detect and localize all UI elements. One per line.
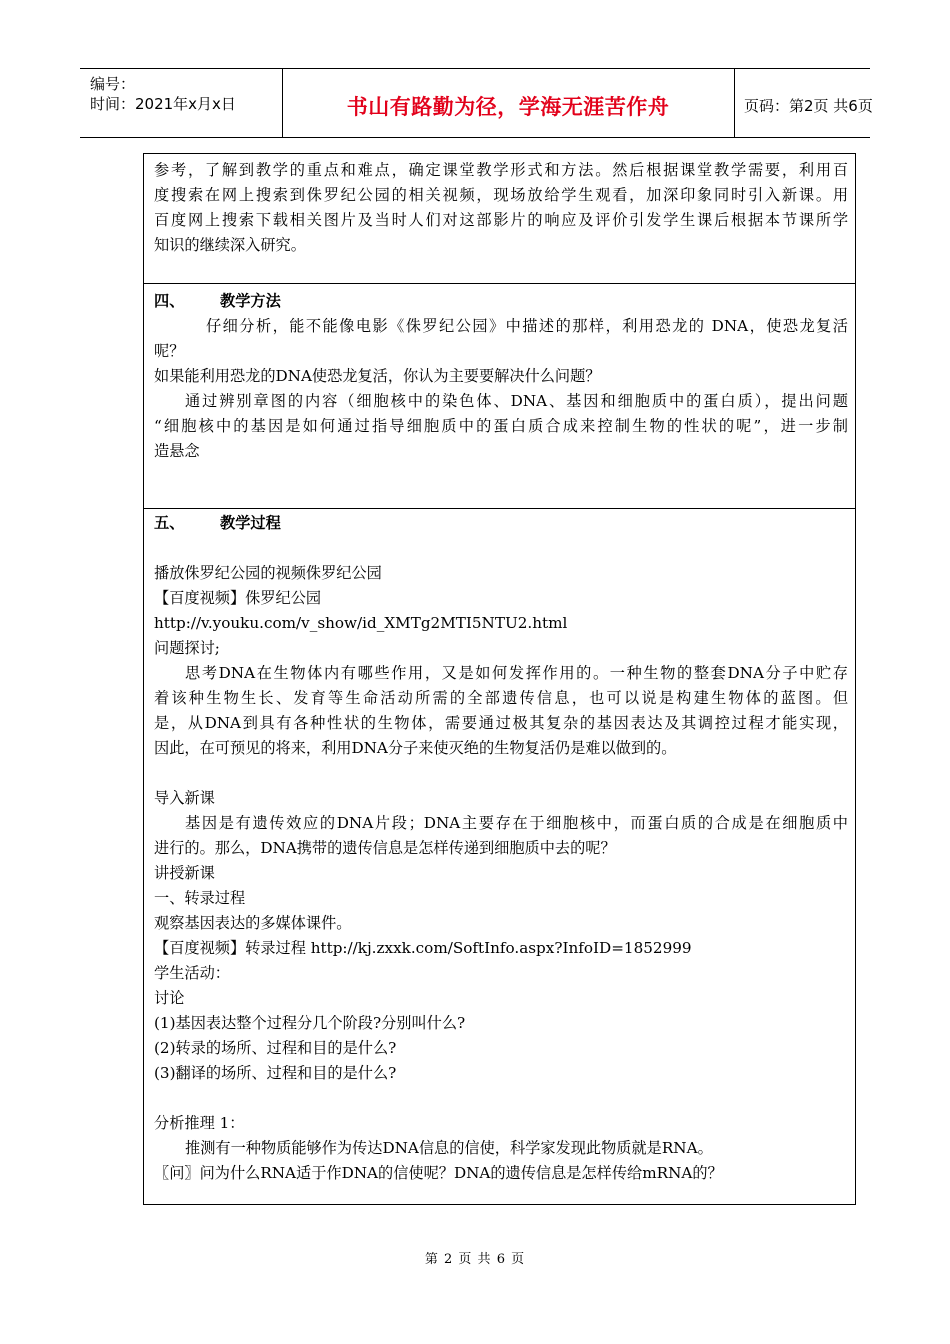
gene-line: 进行的。那么，DNA携带的遗传信息是怎样传递到细胞质中去的呢？ — [154, 839, 616, 857]
think-line: 思考DNA在生物体内有哪些作用，又是如何发挥作用的。一种生物的整套DNA分子中贮存 — [185, 664, 848, 682]
section-heading — [154, 289, 848, 314]
think-line: 着该种生物生长、发育等生命活动所需的全部遗传信息，也可以说是构建生物体的蓝图。但 — [154, 689, 848, 707]
intro-line: 参考，了解到教学的重点和难点，确定课堂教学形式和方法。然后根据课堂教学需要，利用百 — [154, 161, 848, 179]
intro-line: 知识的继续深入研究。 — [154, 236, 306, 254]
question-item: (1)基因表达整个过程分几个阶段?分别叫什么? — [154, 1014, 466, 1032]
play-video-text: 播放侏罗纪公园的视频侏罗纪公园 — [154, 564, 382, 582]
header-motto-cell — [282, 69, 735, 137]
question-item: (2)转录的场所、过程和目的是什么? — [154, 1039, 397, 1057]
intro-new-lesson: 导入新课 — [154, 789, 215, 807]
method-line: 呢？ — [154, 342, 185, 360]
teach-new-lesson: 讲授新课 — [154, 864, 215, 882]
method-line: 通过辨别章图的内容（细胞核中的染色体、DNA、基因和细胞质中的蛋白质），提出问题 — [185, 392, 848, 410]
section-title: 教学方法 — [220, 292, 281, 310]
document-number: 编号： — [90, 75, 136, 93]
think-line: 因此，在可预见的将来，利用DNA分子来使灭绝的生物复活仍是难以做到的。 — [154, 739, 677, 757]
method-line: 仔细分析，能不能像电影《侏罗纪公园》中描述的那样，利用恐龙的 DNA，使恐龙复活 — [206, 317, 848, 335]
discussion-label: 问题探讨; — [154, 639, 220, 657]
document-date: 时间：2021年x月x日 — [90, 95, 236, 113]
video-link-transcription[interactable]: 【百度视频】转录过程 http://kj.zxxk.com/SoftInfo.aspx?InfoID=1852999 — [154, 939, 692, 957]
gene-line: 基因是有遗传效应的DNA片段；DNA主要存在于细胞核中，而蛋白质的合成是在细胞质中 — [185, 814, 848, 832]
motto: 书山有路勤为径，学海无涯苦作舟 — [346, 95, 670, 119]
analysis-label: 分析推理 1： — [154, 1114, 245, 1132]
section-teaching-process — [144, 509, 855, 1204]
question-line: 〖问〗问为什么RNA适于作DNA的信使呢？DNA的遗传信息是怎样传给mRNA的？ — [154, 1164, 723, 1182]
section4-text — [154, 289, 848, 464]
page-header — [80, 68, 873, 138]
header-page-cell — [734, 69, 873, 137]
section5-text — [154, 511, 848, 1186]
think-line: 是，从DNA到具有各种性状的生物体，需要通过极其复杂的基因表达及其调控过程才能实现， — [154, 714, 848, 732]
page-footer: 第 2 页 共 6 页 — [424, 1252, 526, 1267]
header-info-cell — [80, 69, 283, 137]
method-line: 造悬念 — [154, 442, 200, 460]
section-number: 五、 — [154, 514, 185, 532]
observe-text: 观察基因表达的多媒体课件。 — [154, 914, 352, 932]
question-item: (3)翻译的场所、过程和目的是什么? — [154, 1064, 397, 1082]
section-teaching-method — [144, 284, 855, 509]
intro-line: 度搜索在网上搜索到侏罗纪公园的相关视频，现场放给学生观看，加深印象同时引入新课。用 — [154, 186, 848, 204]
section-heading — [154, 511, 848, 536]
transcription-heading: 一、转录过程 — [154, 889, 246, 907]
video-link[interactable]: http://v.youku.com/v_show/id_XMTg2MTI5NTU2.html — [154, 614, 568, 632]
intro-text — [154, 158, 848, 258]
page-indicator: 页码：第2页 共6页 — [744, 97, 873, 115]
lesson-table — [143, 153, 856, 1205]
section-number: 四、 — [154, 292, 185, 310]
method-line: “细胞核中的基因是如何通过指导细胞质中的蛋白质合成来控制生物的性状的呢”，进一步制 — [154, 417, 848, 435]
video-label: 【百度视频】侏罗纪公园 — [154, 589, 322, 607]
discuss-label: 讨论 — [154, 989, 185, 1007]
student-activity-label: 学生活动： — [154, 964, 230, 982]
analysis-line: 推测有一种物质能够作为传达DNA信息的信使，科学家发现此物质就是RNA。 — [185, 1139, 713, 1157]
intro-line: 百度网上搜索下载相关图片及当时人们对这部影片的响应及评价引发学生课后根据本节课所学 — [154, 211, 848, 229]
intro-row — [144, 154, 855, 284]
method-line: 如果能利用恐龙的DNA使恐龙复活，你认为主要要解决什么问题？ — [154, 367, 601, 385]
section-title: 教学过程 — [220, 514, 281, 532]
